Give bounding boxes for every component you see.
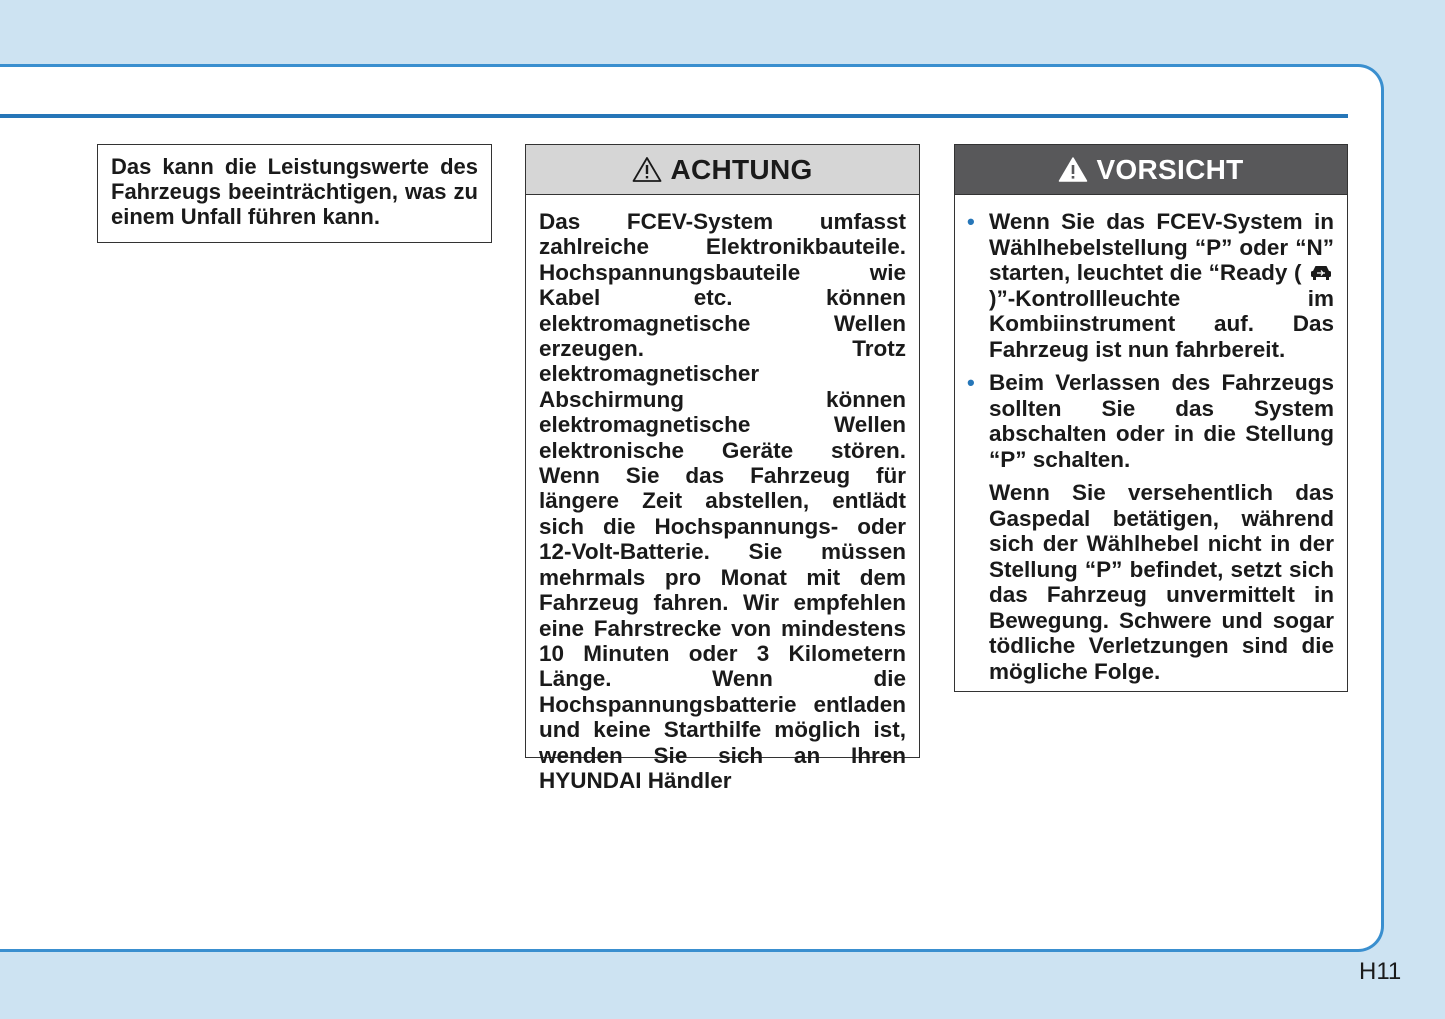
- header-rule: [0, 114, 1348, 118]
- achtung-text: Das FCEV-System umfasst zahlreiche Elektronikbauteile. Hochspannungsbauteile wie Kabel etc. können elektromagnetische Wellen erzeugen. Trotz elektromagnetischer Abschirmung können elektromagnetische Wellen elektronische Geräte stören. Wenn Sie das Fahrzeug für längere Zeit abstellen, entlädt sich die Hochspannungs- oder 12-Volt-Batterie. Sie müssen mehrmals pro Monat mit dem Fahrzeug fahren. Wir empfehlen eine Fahrstrecke von mindestens 10 Minuten oder 3 Kilometern Länge. Wenn die Hochspannungsbatterie entladen und keine Starthilfe möglich ist, wenden Sie sich an Ihren HYUNDAI Händler: [539, 209, 906, 793]
- achtung-title: ACHTUNG: [670, 153, 813, 185]
- bullet-icon: •: [967, 209, 975, 234]
- ready-car-icon: [1308, 263, 1334, 283]
- vorsicht-bullet-2: Beim Verlassen des Fahrzeugs sollten Sie das System abschalten oder in die Stellung “P” schalten.: [989, 370, 1334, 472]
- vorsicht-title: VORSICHT: [1096, 153, 1244, 185]
- info-box-text: Das kann die Leistungswerte des Fahrzeugs beeinträchtigen, was zu einem Unfall führen kann.: [111, 154, 478, 229]
- vorsicht-header: [955, 145, 1347, 195]
- bullet-icon: •: [967, 370, 975, 395]
- list-item: [967, 209, 1334, 362]
- warning-filled-icon: [1058, 156, 1088, 183]
- vorsicht-bullet-1-part-2: )”-Kontrollleuchte im Kombiinstrument auf. Das Fahrzeug ist nun fahrbereit.: [989, 285, 1334, 362]
- info-box: [97, 144, 492, 243]
- vorsicht-paragraph-3-wrapper: [967, 480, 1334, 684]
- achtung-warning-box: [525, 144, 920, 793]
- vorsicht-caution-box: [954, 144, 1348, 692]
- achtung-header: [526, 145, 919, 195]
- list-item: [967, 370, 1334, 472]
- vorsicht-bullet-1: [989, 209, 1334, 362]
- vorsicht-paragraph-3: Wenn Sie versehentlich das Gaspedal betätigen, während sich der Wählhebel nicht in der Stellung “P” befindet, setzt sich das Fahrzeug unvermittelt in Bewegung. Schwere und sogar tödliche Verletzungen sind die mögliche Folge.: [989, 480, 1334, 684]
- vorsicht-bullet-1-part-1: Wenn Sie das FCEV-System in Wählhebelstellung “P” oder “N” starten, leuchtet die “Ready (: [989, 209, 1334, 285]
- warning-outline-icon: [632, 156, 662, 183]
- page-number: H11: [1359, 958, 1402, 985]
